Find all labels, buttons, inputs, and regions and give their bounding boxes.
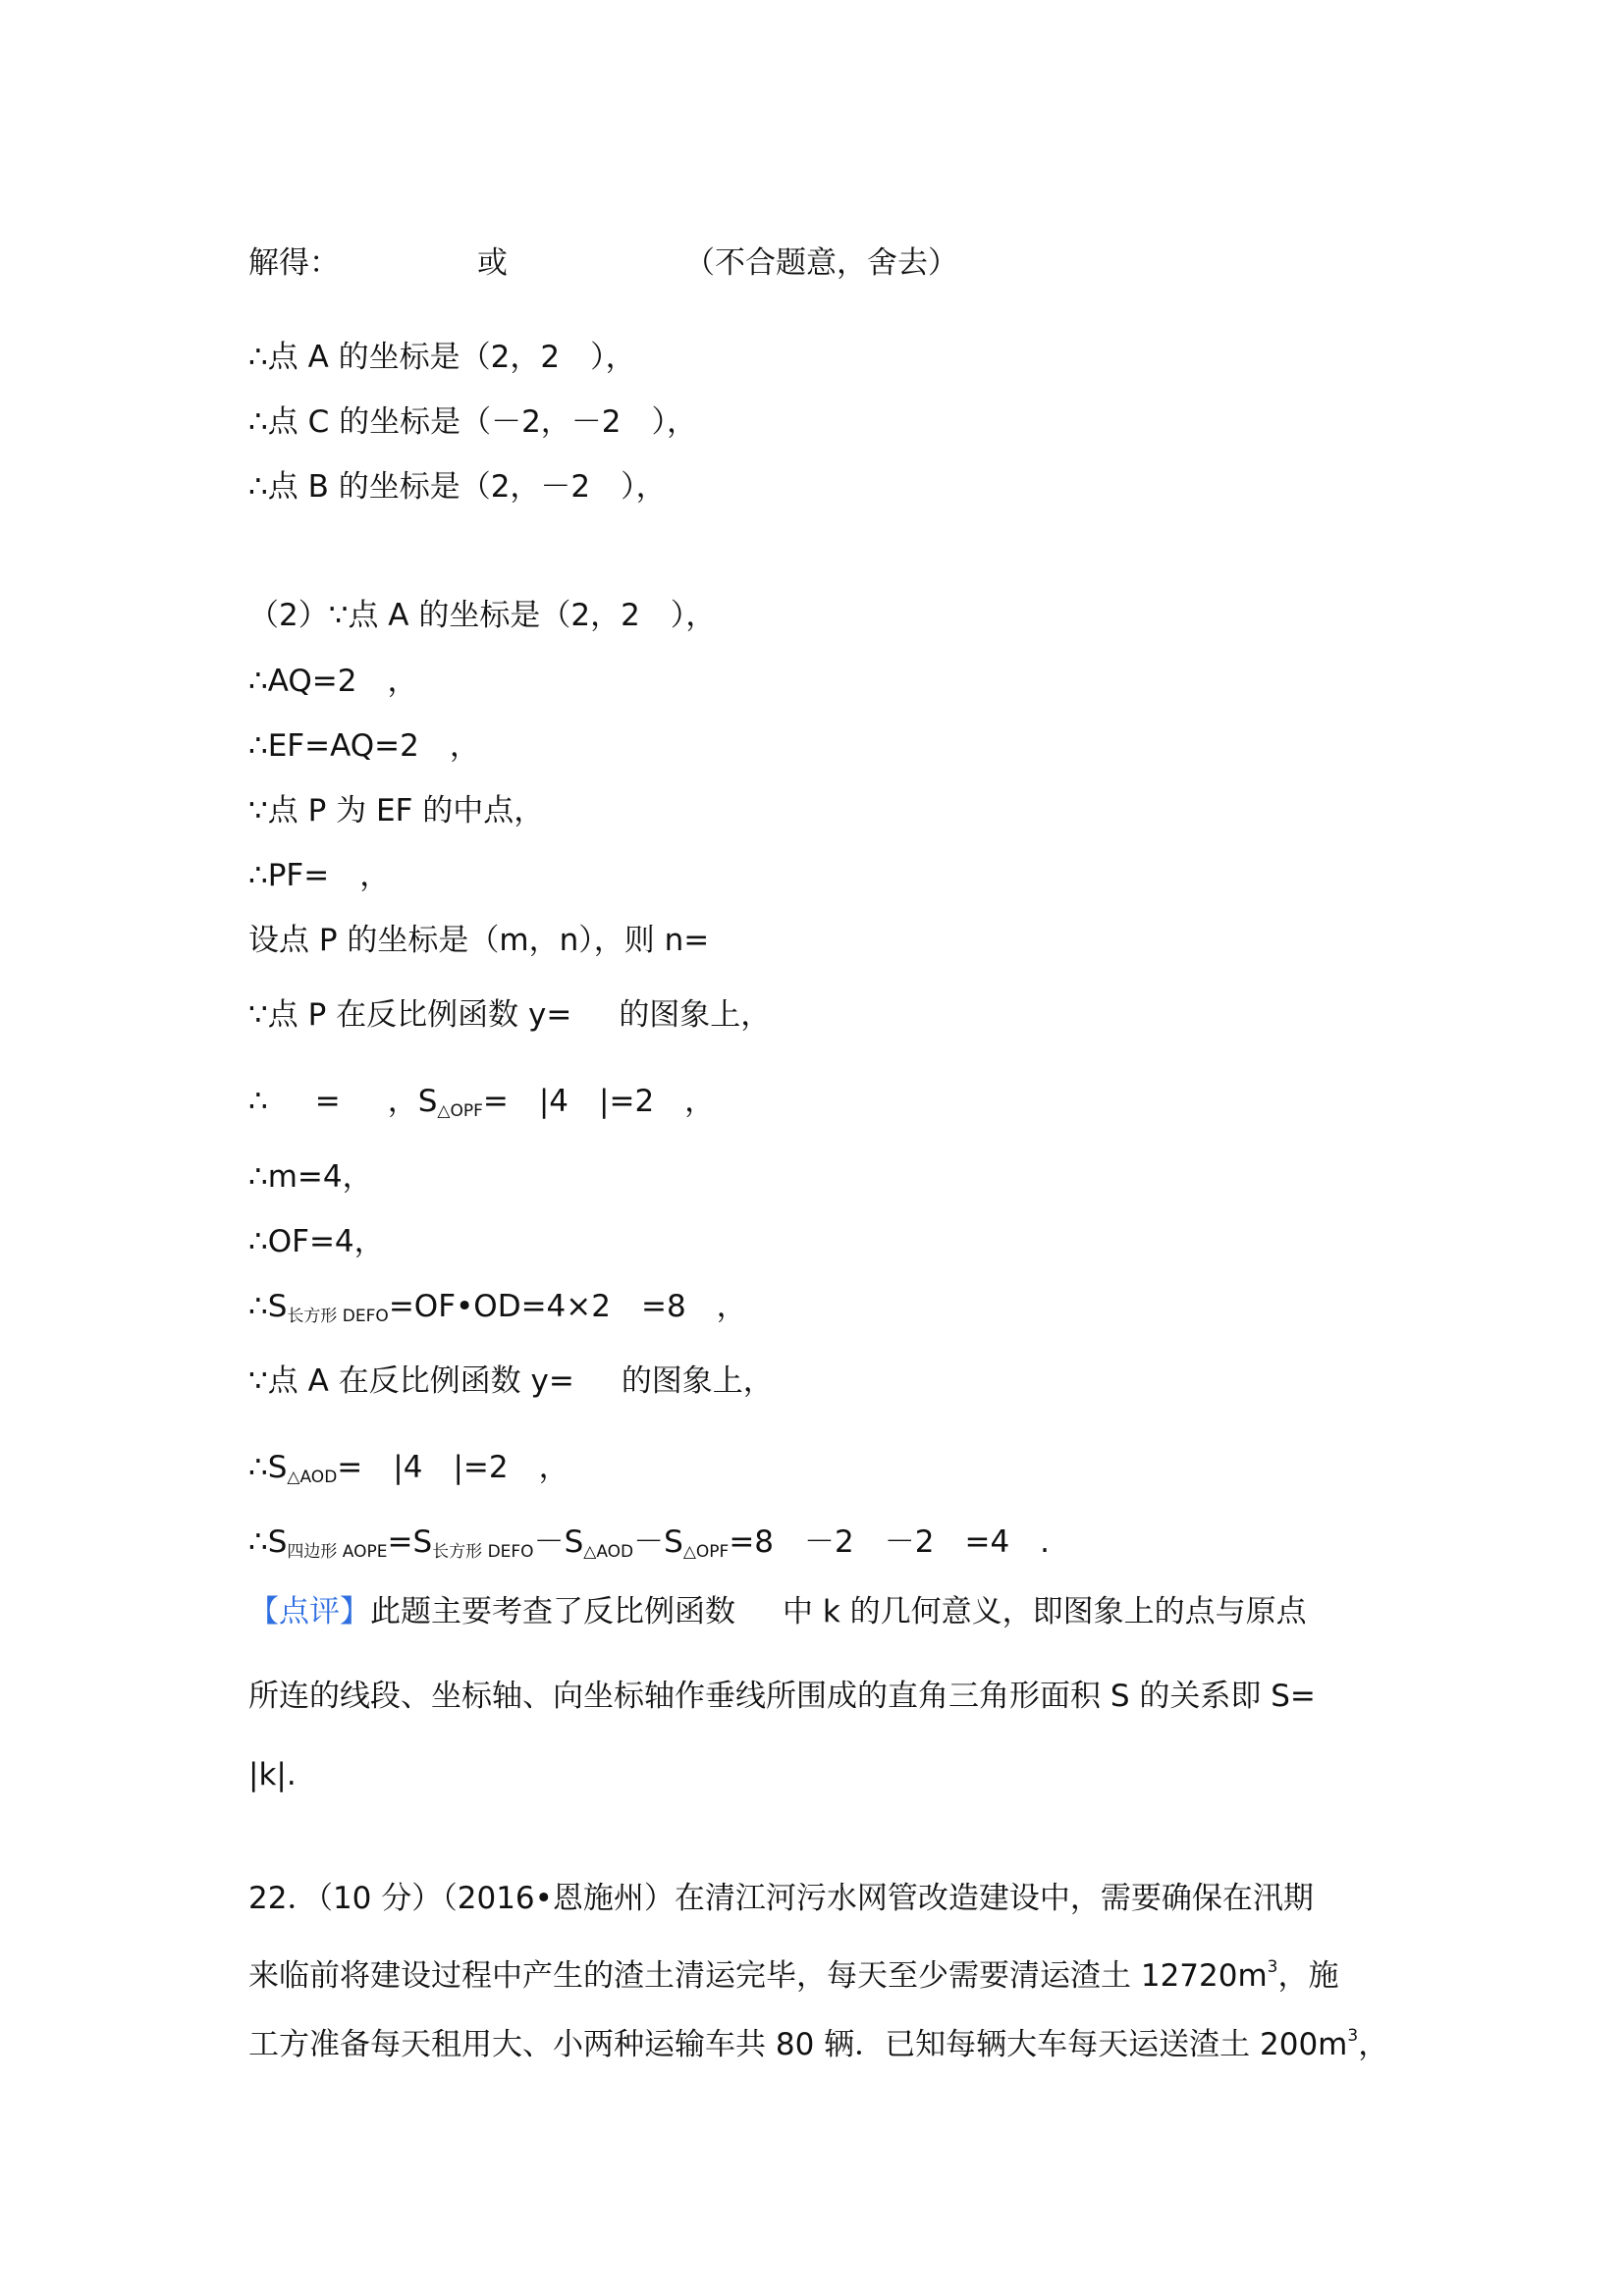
ef-line: ∴EF=AQ=2 ， <box>248 728 480 764</box>
point-b-line: ∴点 B 的坐标是（2，－2 ）， <box>248 469 667 505</box>
comment-line-2: 所连的线段、坐标轴、向坐标轴作垂线所围成的直角三角形面积 S 的关系即 S= <box>248 1679 1316 1714</box>
problem-line-2: 来临前将建设过程中产生的渣土清运完毕，每天至少需要清运渣土 $12720m^3$，施 <box>248 1957 1339 1994</box>
part-2-line: （2）∵点 A 的坐标是（2，2 ）， <box>248 598 717 633</box>
problem-line-3: 工方准备每天租用大、小两种运输车共 80 辆．已知每辆大车每天运送渣土 $200m^3$， <box>248 2026 1389 2062</box>
solve-line <box>248 241 958 285</box>
comment-line-1: 【点评】此题主要考查了反比例函数 中 k 的几何意义，即图象上的点与原点 <box>248 1594 1307 1629</box>
discard-note: （不合题意，舍去） <box>684 245 958 281</box>
of-line: ∴OF=4， <box>248 1224 385 1259</box>
area-opf-line: ∴ = ，$S_{\triangle OPF}=$ |4 |=2 ， <box>248 1084 716 1121</box>
p-on-curve-line: ∵点 P 在反比例函数 y= 的图象上， <box>248 997 772 1033</box>
midpoint-line: ∵点 P 为 EF 的中点， <box>248 793 545 828</box>
comment-line-3: |k|. <box>248 1757 297 1792</box>
pf-line: ∴PF= ， <box>248 858 391 893</box>
point-c-line: ∴点 C 的坐标是（－2，－2 ）， <box>248 404 698 440</box>
a-on-curve-line: ∵点 A 在反比例函数 y= 的图象上， <box>248 1363 774 1399</box>
comment-tag: 【点评】 <box>248 1594 370 1629</box>
point-a-line: ∴点 A 的坐标是（2，2 ）， <box>248 340 636 375</box>
or-word: 或 <box>477 245 508 281</box>
problem-line-1: 22．（10 分）（2016•恩施州）在清江河污水网管改造建设中，需要确保在汛期 <box>248 1881 1314 1916</box>
m-line: ∴m=4， <box>248 1159 373 1195</box>
coord-p-line: 设点 P 的坐标是（m，n），则 n= <box>248 923 710 958</box>
rect-area-line: $\therefore S_{长方形 DEFO}=OF•OD=4\times 2$ =8 ， <box>248 1289 747 1326</box>
quad-area-line: $\therefore S_{四边形 AOPE}=S_{长方形 DEFO}-S_{\triangle AOD}-S_{\triangle OPF}=8$ －2 －2 =4 . <box>248 1524 1051 1562</box>
area-aod-line: $\therefore S_{\triangle AOD}=$ |4 |=2 ， <box>248 1450 569 1487</box>
aq-line: ∴AQ=2 ， <box>248 664 418 699</box>
solve-label: 解得： <box>248 245 340 281</box>
